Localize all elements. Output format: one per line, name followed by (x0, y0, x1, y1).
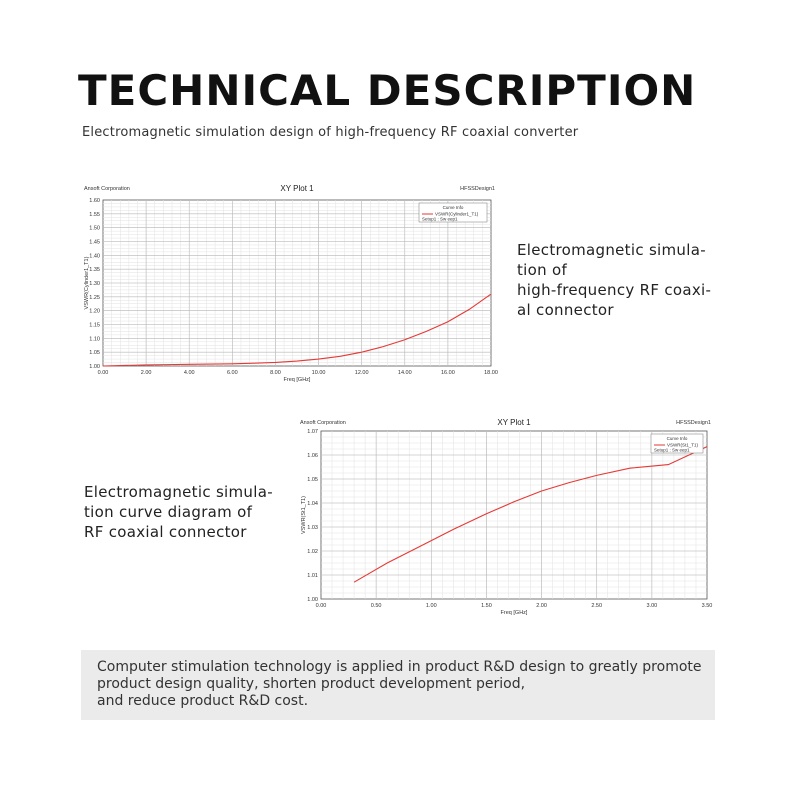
description-1-line: tion of (517, 261, 568, 279)
y-tick-label: 1.40 (89, 253, 100, 260)
x-tick-label: 0.50 (370, 603, 382, 609)
x-tick-label: 18.00 (484, 370, 498, 376)
legend-entry: Setup1 : Sw eep1 (422, 216, 458, 222)
y-tick-label: 1.35 (89, 267, 100, 274)
x-tick-label: 12.00 (354, 370, 369, 376)
x-tick-label: 4.00 (183, 370, 195, 376)
y-tick-label: 1.20 (89, 308, 100, 315)
footer-line: product design quality, shorten product development period, (97, 676, 526, 692)
footer-line: and reduce product R&D cost. (97, 693, 309, 709)
y-tick-label: 1.01 (307, 573, 318, 579)
y-tick-label: 1.60 (89, 198, 100, 204)
y-tick-label: 1.15 (89, 322, 100, 329)
legend-entry: VSWR(Cylinder1_T1) (435, 211, 479, 217)
x-tick-label: 2.00 (140, 370, 152, 376)
description-2-line: RF coaxial connector (84, 523, 247, 541)
xy-plot-1-top (84, 183, 500, 383)
chart-design-label: HFSSDesign1 (676, 420, 711, 426)
y-tick-label: 1.05 (307, 477, 318, 483)
y-tick-label: 1.50 (89, 225, 100, 232)
y-tick-label: 1.00 (89, 364, 100, 370)
y-tick-label: 1.25 (89, 294, 100, 301)
x-tick-label: 0.00 (315, 603, 327, 609)
x-tick-label: 8.00 (270, 370, 281, 376)
legend-entry: VSWR(St1_T1) (667, 442, 699, 448)
y-axis-label: VSWR(Cylinder1_T1) (84, 256, 90, 310)
y-axis-label: VSWR(St1_T1) (301, 496, 307, 534)
x-tick-label: 0.00 (97, 370, 109, 376)
y-tick-label: 1.10 (89, 336, 100, 343)
description-1-line: al connector (517, 301, 614, 319)
x-tick-label: 2.50 (591, 603, 603, 609)
y-tick-label: 1.04 (307, 501, 318, 507)
chart-title: XY Plot 1 (497, 418, 531, 427)
x-tick-label: 1.50 (481, 603, 492, 609)
footer-note (81, 650, 715, 720)
y-tick-label: 1.30 (89, 281, 100, 287)
x-tick-label: 1.00 (425, 603, 437, 609)
legend-entry: Setup1 : Sw eep1 (654, 447, 690, 453)
vswr-chart-bottom (296, 416, 716, 616)
x-axis-label: Freq [GHz] (500, 610, 528, 616)
page-title: TECHNICAL DESCRIPTION (78, 66, 697, 115)
y-tick-label: 1.55 (89, 211, 100, 218)
legend-title: Curve Info (666, 436, 688, 441)
x-tick-label: 3.50 (701, 603, 713, 609)
x-tick-label: 16.00 (441, 370, 455, 376)
x-tick-label: 6.00 (226, 370, 238, 376)
legend-title: Curve Info (442, 205, 464, 210)
x-tick-label: 10.00 (311, 370, 326, 376)
x-tick-label: 3.00 (646, 603, 658, 609)
y-tick-label: 1.06 (307, 453, 318, 459)
y-tick-label: 1.03 (307, 525, 318, 531)
description-1-line: high-frequency RF coaxi- (517, 281, 712, 299)
page-subtitle: Electromagnetic simulation design of high-frequency RF coaxial converter (82, 125, 579, 140)
chart-corp-label: Ansoft Corporation (300, 420, 346, 426)
description-2-line: tion curve diagram of (84, 503, 253, 521)
xy-plot-1-bottom (296, 416, 716, 616)
y-tick-label: 1.02 (307, 549, 318, 555)
chart-design-label: HFSSDesign1 (460, 186, 495, 192)
description-1 (517, 240, 711, 320)
description-2 (84, 482, 273, 542)
x-axis-label: Freq [GHz] (283, 377, 311, 383)
footer-line: Computer stimulation technology is applied in product R&D design to greatly promote (97, 659, 702, 675)
chart-title: XY Plot 1 (280, 184, 314, 193)
y-tick-label: 1.00 (307, 597, 318, 603)
y-tick-label: 1.05 (89, 350, 100, 357)
x-tick-label: 2.00 (536, 603, 547, 609)
y-tick-label: 1.45 (89, 239, 100, 246)
vswr-chart-top (84, 183, 500, 383)
y-tick-label: 1.07 (307, 429, 318, 435)
description-2-line: Electromagnetic simula- (84, 483, 273, 501)
description-1-line: Electromagnetic simula- (517, 241, 706, 259)
x-tick-label: 14.00 (397, 370, 412, 376)
chart-corp-label: Ansoft Corporation (84, 186, 130, 192)
